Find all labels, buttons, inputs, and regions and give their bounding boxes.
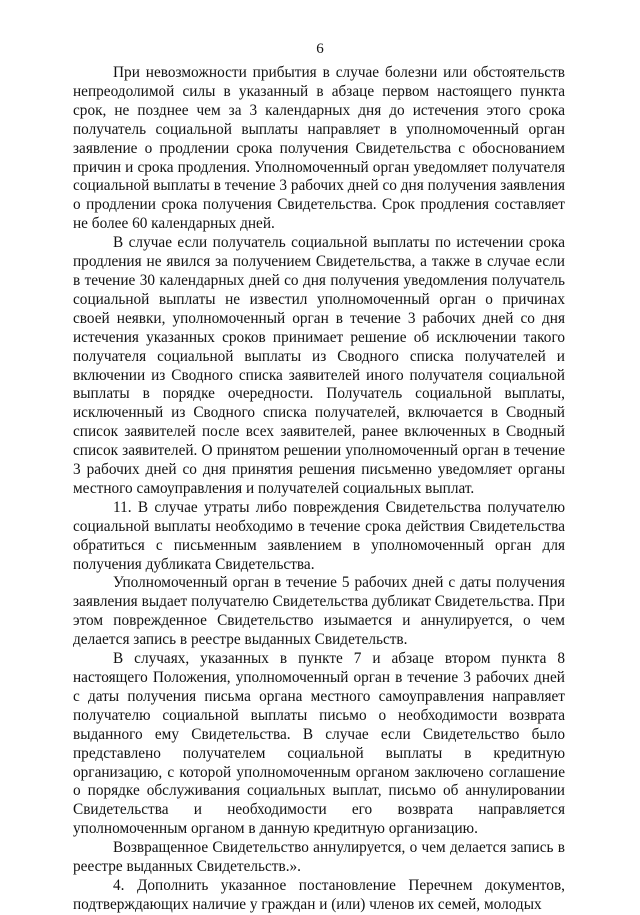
page-number: 6 — [316, 41, 324, 57]
paragraph-exclusion-from-list: В случае если получатель социальной выплаты по истечении срока продления не явился за получением Свидетельства, а также в случае если в течение 30 календарных дней со дня получения уведомления получатель социальной выплаты не известил уполномоченный орган о причинах своей неявки, уполномоченный орган в течение 3 рабочих дней со дня истечения указанных сроков принимает решение об исключении такого получателя социальной выплаты из Сводного списка получателей и включении из Сводного списка заявителей иного получателя социальной выплаты в порядке очередности. Получатель социальной выплаты, исключенный из Сводного списка получателей, включается в Сводный список заявителей после всех заявителей, ранее включенных в Сводный список заявителей. О принятом решении уполномоченный орган в течение 3 рабочих дней со дня принятия решения письменно уведомляет органы местного самоуправления и получателей социальных выплат. — [73, 234, 565, 497]
paragraph-return-letter: В случаях, указанных в пункте 7 и абзаце втором пункта 8 настоящего Положения, уполномоченный орган в течение 3 рабочих дней с даты получения письма органа местного самоуправления направляет получателю социальной выплаты письмо о необходимости возврата выданного ему Свидетельства. В случае если Свидетельство было представлено получателем социальной выплаты в кредитную организацию, с которой уполномоченным органом заключено соглашение о порядке обслуживания социальных выплат, письмо об аннулировании Свидетельства и необходимости его возврата направляется уполномоченным органом в данную кредитную организацию. — [73, 650, 565, 838]
paragraph-duplicate-issue: Уполномоченный орган в течение 5 рабочих дней с даты получения заявления выдает получателю Свидетельства дубликат Свидетельства. При этом поврежденное Свидетельство изымается и аннулируется, о чем делается запись в реестре выданных Свидетельств. — [73, 574, 565, 649]
document-body — [73, 64, 565, 915]
paragraph-extension-request: При невозможности прибытия в случае болезни или обстоятельств непреодолимой силы в указанный в абзаце первом настоящего пункта срок, не позднее чем за 3 календарных дня до истечения этого срока получатель социальной выплаты направляет в уполномоченный орган заявление о продлении срока получения Свидетельства с обоснованием причин и срока продления. Уполномоченный орган уведомляет получателя социальной выплаты в течение 3 рабочих дней со дня получения заявления о продлении срока получения Свидетельства. Срок продления составляет не более 60 календарных дней. — [73, 64, 565, 233]
paragraph-item-11-loss: 11. В случае утраты либо повреждения Свидетельства получателю социальной выплаты необходимо в течение срока действия Свидетельства обратиться с письменным заявлением в уполномоченный орган для получения дубликата Свидетельства. — [73, 498, 565, 573]
paragraph-cancellation-record: Возвращенное Свидетельство аннулируется, о чем делается запись в реестре выданных Свидетельств.». — [73, 839, 565, 876]
paragraph-item-4-amendment: 4. Дополнить указанное постановление Перечнем документов, подтверждающих наличие у граждан и (или) членов их семей, молодых — [73, 876, 565, 913]
